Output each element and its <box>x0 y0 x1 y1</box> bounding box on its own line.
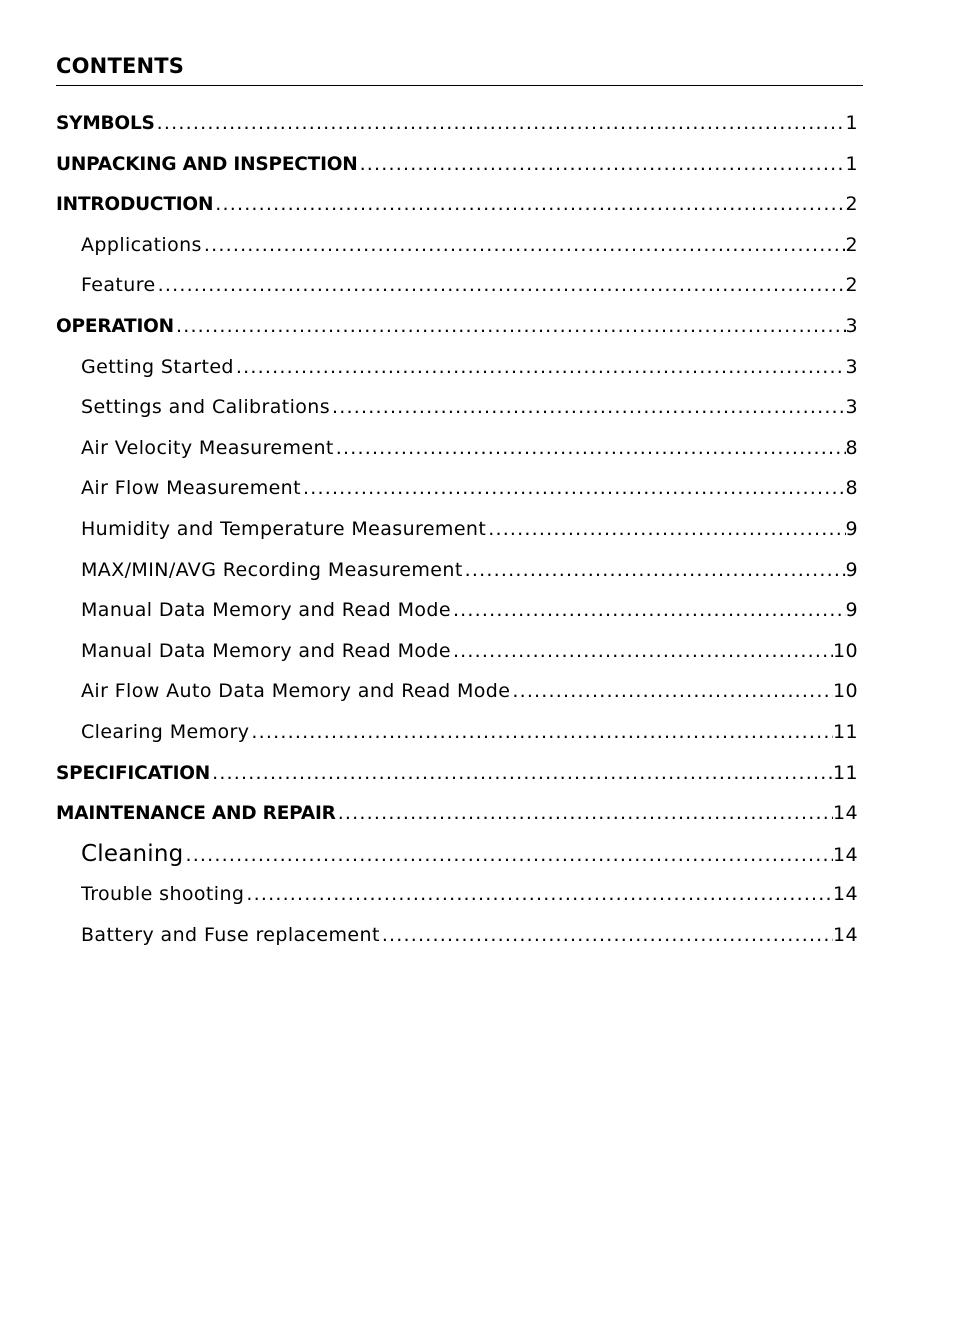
toc-entry-title: OPERATION <box>56 316 174 337</box>
toc-entry-page-number: 3 <box>845 315 858 337</box>
toc-entry-title: Applications <box>81 234 202 256</box>
toc-dot-leader <box>249 717 833 747</box>
toc-dot-leader <box>330 392 845 422</box>
toc-entry-title: MAINTENANCE AND REPAIR <box>56 803 336 824</box>
toc-entry[interactable] <box>81 352 858 382</box>
toc-entry-page-number: 1 <box>845 153 858 175</box>
toc-entry-title: Settings and Calibrations <box>81 396 331 418</box>
toc-dot-leader <box>213 189 845 219</box>
toc-entry-title: UNPACKING AND INSPECTION <box>56 154 358 175</box>
toc-entry-page-number: 9 <box>845 518 858 540</box>
toc-dot-leader <box>463 555 846 585</box>
toc-entry-page-number: 14 <box>833 924 858 946</box>
toc-entry-page-number: 2 <box>845 193 858 215</box>
toc-entry-title: Air Flow Measurement <box>81 477 301 499</box>
toc-entry[interactable] <box>81 392 858 422</box>
toc-dot-leader <box>451 595 846 625</box>
toc-entry-page-number: 8 <box>845 437 858 459</box>
toc-entry[interactable] <box>81 920 858 950</box>
toc-entry-page-number: 10 <box>833 640 858 662</box>
toc-dot-leader <box>510 676 833 706</box>
toc-entry-title: MAX/MIN/AVG Recording Measurement <box>81 559 463 581</box>
toc-dot-leader <box>174 311 846 341</box>
toc-entry-title: SYMBOLS <box>56 113 155 134</box>
toc-entry-page-number: 8 <box>845 477 858 499</box>
toc-entry[interactable] <box>81 595 858 625</box>
toc-dot-leader <box>155 108 846 138</box>
toc-entry-title: Clearing Memory <box>81 721 250 743</box>
toc-dot-leader <box>202 230 846 260</box>
toc-entry-page-number: 1 <box>845 112 858 134</box>
toc-entry[interactable] <box>81 433 858 463</box>
toc-entry[interactable] <box>81 717 858 747</box>
toc-entry-title: Manual Data Memory and Read Mode <box>81 599 451 621</box>
toc-entry[interactable] <box>81 230 858 260</box>
toc-entry-title: Air Flow Auto Data Memory and Read Mode <box>81 680 511 702</box>
toc-entry-title: Trouble shooting <box>81 883 245 905</box>
toc-entry-title: Battery and Fuse replacement <box>81 924 380 946</box>
toc-entry-page-number: 2 <box>845 234 858 256</box>
toc-dot-leader <box>301 473 846 503</box>
toc-entry-page-number: 3 <box>845 396 858 418</box>
toc-dot-leader <box>210 758 833 788</box>
toc-entry-title: SPECIFICATION <box>56 763 211 784</box>
toc-entry-page-number: 14 <box>833 844 858 866</box>
toc-entry[interactable] <box>81 636 858 666</box>
toc-entry-title: Air Velocity Measurement <box>81 437 334 459</box>
toc-entry[interactable] <box>56 108 858 138</box>
toc-dot-leader <box>358 149 846 179</box>
contents-heading: CONTENTS <box>56 54 185 78</box>
toc-entry-title: Getting Started <box>81 356 234 378</box>
toc-dot-leader <box>451 636 833 666</box>
heading-rule <box>56 85 863 86</box>
toc-entry-title: Humidity and Temperature Measurement <box>81 518 487 540</box>
toc-entry-page-number: 10 <box>833 680 858 702</box>
toc-entry[interactable] <box>81 270 858 300</box>
toc-entry[interactable] <box>56 311 858 341</box>
toc-entry-title: Feature <box>81 274 156 296</box>
toc-entry-page-number: 11 <box>833 762 858 784</box>
toc-entry[interactable] <box>81 514 858 544</box>
toc-entry-title: Cleaning <box>81 841 184 867</box>
toc-entry-title: Manual Data Memory and Read Mode <box>81 640 451 662</box>
toc-entry[interactable] <box>81 839 858 869</box>
toc-dot-leader <box>183 840 833 869</box>
toc-dot-leader <box>156 270 846 300</box>
toc-entry-page-number: 14 <box>833 802 858 824</box>
toc-entry[interactable] <box>81 555 858 585</box>
toc-entry[interactable] <box>81 676 858 706</box>
toc-entry-page-number: 14 <box>833 883 858 905</box>
toc-entry-page-number: 9 <box>845 599 858 621</box>
toc-entry-page-number: 9 <box>845 559 858 581</box>
toc-entry[interactable] <box>81 473 858 503</box>
toc-dot-leader <box>486 514 845 544</box>
toc-entry-page-number: 3 <box>845 356 858 378</box>
toc-dot-leader <box>234 352 846 382</box>
toc-entry[interactable] <box>56 758 858 788</box>
toc-dot-leader <box>336 798 833 828</box>
toc-entry[interactable] <box>56 149 858 179</box>
toc-entry-title: INTRODUCTION <box>56 194 214 215</box>
toc-dot-leader <box>380 920 833 950</box>
toc-dot-leader <box>334 433 846 463</box>
toc-entry[interactable] <box>81 879 858 909</box>
toc-dot-leader <box>244 879 833 909</box>
toc-entry-page-number: 11 <box>833 721 858 743</box>
toc-entry[interactable] <box>56 189 858 219</box>
toc-entry-page-number: 2 <box>845 274 858 296</box>
toc-entry[interactable] <box>56 798 858 828</box>
